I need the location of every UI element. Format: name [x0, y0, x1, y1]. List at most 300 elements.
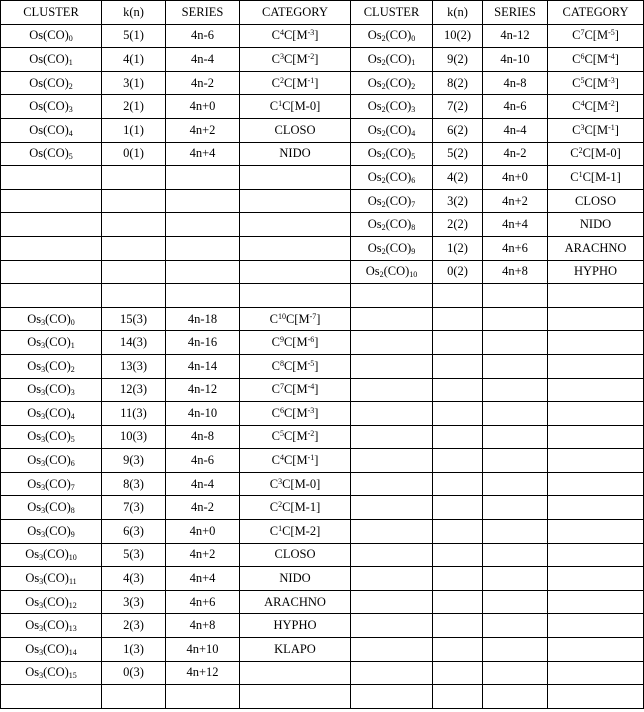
- cell-text: Os: [25, 665, 40, 680]
- subscript: 3: [41, 341, 46, 351]
- cell-cluster-left: [1, 638, 102, 662]
- superscript: 2: [278, 500, 283, 510]
- cell-category-left: [240, 213, 351, 237]
- cell-series-right: 4n+4: [483, 213, 548, 237]
- cell-text: (CO): [45, 382, 71, 397]
- cell-text: C[M: [584, 122, 609, 137]
- cell-cluster-left: [1, 71, 102, 95]
- cell-text: Os: [27, 453, 42, 468]
- subscript: 4: [68, 128, 73, 138]
- cell-cluster-right: [351, 590, 433, 614]
- superscript: -5: [608, 28, 615, 38]
- cell-text: (CO): [45, 523, 71, 538]
- cell-kn-right: [433, 425, 483, 449]
- cell-kn-right: 1(2): [433, 236, 483, 260]
- cell-kn-right: [433, 378, 483, 402]
- superscript: -2: [307, 51, 315, 61]
- cell-text: ]: [614, 122, 619, 137]
- cell-category-right: [548, 543, 644, 567]
- cell-series-left: 4n+12: [166, 661, 240, 685]
- cell-series-right: [483, 590, 548, 614]
- cell-series-right: [483, 614, 548, 638]
- cell-category-left: [240, 48, 351, 72]
- cell-text: ]: [314, 28, 319, 43]
- cell-category-right: [548, 118, 644, 142]
- cell-text: C[M-1]: [282, 500, 321, 515]
- cell-text: Os: [27, 311, 42, 326]
- cell-kn-left: 0(3): [102, 661, 166, 685]
- cell-text: C: [572, 28, 581, 43]
- cell-series-right: [483, 472, 548, 496]
- cell-text: (CO): [385, 122, 412, 137]
- cell-text: C[M: [283, 382, 308, 397]
- cell-series-left: 4n-6: [166, 449, 240, 473]
- cell-text: C[M: [283, 75, 308, 90]
- cell-category-left: [240, 425, 351, 449]
- cell-series-left: [166, 213, 240, 237]
- cell-series-left: 4n-14: [166, 354, 240, 378]
- cell-text: Os: [365, 264, 380, 279]
- table-row: [1, 402, 644, 426]
- cell-text: C[M: [283, 358, 308, 373]
- table-row: [1, 449, 644, 473]
- cell-text: Os: [367, 99, 382, 114]
- cell-series-right: [483, 402, 548, 426]
- cell-category-left: [240, 496, 351, 520]
- cell-text: Os: [367, 75, 382, 90]
- cell-cluster-left: [1, 95, 102, 119]
- superscript: 3: [279, 51, 284, 61]
- cell-kn-right: 5(2): [433, 142, 483, 166]
- header-cluster-left: CLUSTER: [1, 1, 102, 25]
- cell-series-right: 4n-8: [483, 71, 548, 95]
- cell-text: C: [271, 51, 280, 66]
- cell-cluster-left: [1, 284, 102, 308]
- cell-category-left: [240, 24, 351, 48]
- cell-cluster-right: [351, 378, 433, 402]
- cell-series-right: 4n+0: [483, 166, 548, 190]
- cell-text: C[M: [285, 311, 310, 326]
- cell-cluster-right: [351, 425, 433, 449]
- cell-cluster-left: [1, 449, 102, 473]
- cell-text: Os: [27, 335, 42, 350]
- table-row: [1, 48, 644, 72]
- cell-text: Os: [367, 51, 382, 66]
- cell-series-right: [483, 543, 548, 567]
- subscript: 4: [411, 128, 416, 138]
- cell-kn-right: [433, 354, 483, 378]
- cell-text: C: [572, 99, 581, 114]
- cell-series-left: [166, 189, 240, 213]
- cell-cluster-left: [1, 48, 102, 72]
- subscript: 9: [70, 529, 75, 539]
- cell-series-left: 4n+2: [166, 118, 240, 142]
- table-row: [1, 213, 644, 237]
- cell-category-left: [240, 166, 351, 190]
- cell-text: C: [271, 358, 280, 373]
- cell-text: Os: [25, 594, 40, 609]
- cell-text: Os: [367, 240, 382, 255]
- cell-cluster-right: [351, 307, 433, 331]
- cell-text: ]: [314, 358, 319, 373]
- cell-cluster-right: [351, 543, 433, 567]
- subscript: 2: [381, 105, 386, 115]
- cell-series-right: [483, 354, 548, 378]
- cell-category-right: ARACHNO: [548, 236, 644, 260]
- subscript: 6: [411, 175, 416, 185]
- cell-series-left: 4n+2: [166, 543, 240, 567]
- subscript: 2: [411, 81, 416, 91]
- cell-category-right: [548, 95, 644, 119]
- cell-text: Os(CO): [29, 146, 69, 161]
- cell-category-left: [240, 260, 351, 284]
- cell-kn-left: 2(3): [102, 614, 166, 638]
- cell-category-right: [548, 402, 644, 426]
- cell-text: ]: [614, 28, 619, 43]
- cell-text: (CO): [385, 217, 412, 232]
- subscript: 3: [70, 388, 75, 398]
- cell-text: (CO): [385, 99, 412, 114]
- cell-kn-right: [433, 685, 483, 709]
- cell-text: C[M: [283, 28, 308, 43]
- superscript: 7: [279, 382, 284, 392]
- table-row: [1, 24, 644, 48]
- cell-kn-left: 9(3): [102, 449, 166, 473]
- cell-series-left: 4n-2: [166, 496, 240, 520]
- cell-category-left: NIDO: [240, 142, 351, 166]
- subscript: 3: [41, 529, 46, 539]
- cell-category-right: [548, 567, 644, 591]
- cell-cluster-left: [1, 260, 102, 284]
- cell-cluster-right: [351, 449, 433, 473]
- cell-text: ]: [316, 311, 321, 326]
- cell-kn-left: [102, 236, 166, 260]
- cell-text: (CO): [43, 665, 69, 680]
- subscript: 3: [41, 459, 46, 469]
- cell-series-left: 4n+0: [166, 520, 240, 544]
- cell-series-left: 4n+4: [166, 567, 240, 591]
- cell-kn-left: [102, 189, 166, 213]
- cell-series-left: [166, 685, 240, 709]
- cell-kn-left: 15(3): [102, 307, 166, 331]
- superscript: -3: [307, 28, 315, 38]
- table-row: [1, 661, 644, 685]
- cell-text: Os: [25, 641, 40, 656]
- cell-kn-left: 3(3): [102, 590, 166, 614]
- cell-kn-left: [102, 284, 166, 308]
- cell-kn-right: [433, 638, 483, 662]
- cell-text: C: [269, 476, 279, 491]
- subscript: 1: [68, 57, 73, 67]
- cell-category-right: CLOSO: [548, 189, 644, 213]
- cell-text: (CO): [43, 571, 69, 586]
- cell-text: C[M: [584, 28, 609, 43]
- cell-series-left: 4n-10: [166, 402, 240, 426]
- cell-kn-left: 4(1): [102, 48, 166, 72]
- cell-cluster-left: [1, 496, 102, 520]
- cell-category-left: KLAPO: [240, 638, 351, 662]
- cell-kn-right: [433, 543, 483, 567]
- table-header-row: [1, 1, 644, 25]
- cell-text: C[M-1]: [582, 169, 621, 184]
- cell-text: Os(CO): [29, 28, 69, 43]
- cell-text: Os: [367, 146, 382, 161]
- cell-text: ]: [314, 382, 319, 397]
- cell-cluster-left: [1, 354, 102, 378]
- cell-text: Os: [367, 193, 382, 208]
- cell-text: (CO): [45, 358, 71, 373]
- cell-category-right: [548, 307, 644, 331]
- cell-text: C: [269, 500, 279, 515]
- superscript: -5: [307, 358, 315, 368]
- cell-cluster-right: [351, 567, 433, 591]
- cell-text: C[M: [283, 405, 308, 420]
- cell-category-right: [548, 638, 644, 662]
- cell-cluster-right: [351, 95, 433, 119]
- cell-category-right: [548, 354, 644, 378]
- cell-cluster-right: [351, 71, 433, 95]
- table-row: [1, 472, 644, 496]
- cell-text: C: [271, 75, 280, 90]
- cell-kn-right: [433, 331, 483, 355]
- cell-series-right: [483, 284, 548, 308]
- cell-text: (CO): [385, 193, 412, 208]
- cell-text: (CO): [45, 311, 71, 326]
- cell-kn-left: 7(3): [102, 496, 166, 520]
- cell-series-right: [483, 567, 548, 591]
- cell-text: C[M-2]: [282, 523, 321, 538]
- subscript: 2: [381, 128, 386, 138]
- cell-series-left: 4n-2: [166, 71, 240, 95]
- cell-category-left: NIDO: [240, 567, 351, 591]
- table-row: [1, 520, 644, 544]
- cell-text: Os: [25, 571, 40, 586]
- cell-cluster-left: [1, 661, 102, 685]
- cell-kn-left: 13(3): [102, 354, 166, 378]
- superscript: 5: [279, 429, 284, 439]
- table-row: [1, 638, 644, 662]
- subscript: 2: [381, 199, 386, 209]
- cell-text: (CO): [45, 453, 71, 468]
- superscript: 4: [279, 453, 284, 463]
- cell-series-left: 4n-4: [166, 472, 240, 496]
- table-row: [1, 614, 644, 638]
- cell-text: Os: [27, 500, 42, 515]
- subscript: 5: [68, 152, 73, 162]
- cell-text: C: [271, 335, 280, 350]
- superscript: 1: [278, 523, 283, 533]
- superscript: 7: [580, 28, 585, 38]
- cell-text: (CO): [43, 547, 69, 562]
- table-row: [1, 331, 644, 355]
- table-row: [1, 567, 644, 591]
- cell-text: C: [570, 169, 579, 184]
- cell-series-left: 4n+10: [166, 638, 240, 662]
- cell-cluster-left: [1, 24, 102, 48]
- cell-cluster-left: [1, 567, 102, 591]
- cell-category-left: CLOSO: [240, 118, 351, 142]
- cell-text: Os(CO): [29, 51, 69, 66]
- table-row: [1, 142, 644, 166]
- cell-cluster-right: [351, 166, 433, 190]
- table-row: [1, 236, 644, 260]
- cell-cluster-right: [351, 189, 433, 213]
- cell-cluster-right: [351, 331, 433, 355]
- cell-kn-right: [433, 614, 483, 638]
- cell-text: C: [271, 429, 280, 444]
- cell-kn-left: 12(3): [102, 378, 166, 402]
- cell-text: (CO): [385, 75, 412, 90]
- subscript: 3: [41, 435, 46, 445]
- cell-category-right: NIDO: [548, 213, 644, 237]
- cell-text: Os(CO): [29, 99, 69, 114]
- cell-cluster-left: [1, 543, 102, 567]
- cell-kn-right: 6(2): [433, 118, 483, 142]
- cell-kn-right: 3(2): [433, 189, 483, 213]
- table-row: [1, 590, 644, 614]
- subscript: 3: [41, 411, 46, 421]
- cell-cluster-right: [351, 402, 433, 426]
- cell-text: C[M: [283, 51, 308, 66]
- cell-text: C: [269, 523, 279, 538]
- cell-category-left: [240, 71, 351, 95]
- cell-text: (CO): [385, 51, 412, 66]
- cell-kn-right: 0(2): [433, 260, 483, 284]
- cell-cluster-left: [1, 590, 102, 614]
- subscript: 5: [411, 152, 416, 162]
- table-row: [1, 95, 644, 119]
- cell-text: Os: [27, 382, 42, 397]
- subscript: 2: [381, 81, 386, 91]
- cell-text: C: [572, 75, 581, 90]
- cell-series-left: 4n-8: [166, 425, 240, 449]
- cell-cluster-right: [351, 118, 433, 142]
- cell-category-left: [240, 307, 351, 331]
- cell-category-right: [548, 48, 644, 72]
- cell-cluster-left: [1, 307, 102, 331]
- subscript: 3: [41, 482, 46, 492]
- cell-cluster-left: [1, 142, 102, 166]
- cell-category-left: [240, 189, 351, 213]
- cell-cluster-left: [1, 331, 102, 355]
- subscript: 2: [381, 223, 386, 233]
- cell-cluster-left: [1, 236, 102, 260]
- cell-category-left: CLOSO: [240, 543, 351, 567]
- cell-cluster-right: [351, 284, 433, 308]
- cell-series-right: 4n+2: [483, 189, 548, 213]
- cell-text: C: [570, 146, 579, 161]
- table-row: [1, 189, 644, 213]
- subscript: 3: [39, 577, 44, 587]
- cell-text: (CO): [43, 641, 69, 656]
- cell-text: C[M: [283, 429, 308, 444]
- header-category-right: CATEGORY: [548, 1, 644, 25]
- superscript: -6: [307, 335, 315, 345]
- table-row: [1, 307, 644, 331]
- table-body: [1, 24, 644, 708]
- table-row: [1, 496, 644, 520]
- cell-text: Os: [27, 405, 42, 420]
- superscript: 1: [278, 99, 283, 109]
- cell-cluster-left: [1, 614, 102, 638]
- cell-kn-left: 4(3): [102, 567, 166, 591]
- header-kn-right: k(n): [433, 1, 483, 25]
- cell-category-left: [240, 354, 351, 378]
- cell-category-right: [548, 661, 644, 685]
- cell-text: C: [271, 382, 280, 397]
- cell-text: ]: [314, 335, 319, 350]
- cell-kn-right: 7(2): [433, 95, 483, 119]
- cell-text: (CO): [45, 335, 71, 350]
- cell-kn-right: [433, 567, 483, 591]
- cell-text: (CO): [385, 169, 412, 184]
- subscript: 3: [39, 553, 44, 563]
- subscript: 9: [411, 246, 416, 256]
- cell-series-right: [483, 496, 548, 520]
- cell-kn-left: 3(1): [102, 71, 166, 95]
- cell-text: ]: [314, 75, 319, 90]
- cell-kn-right: [433, 472, 483, 496]
- cell-kn-right: [433, 520, 483, 544]
- cell-text: (CO): [383, 264, 410, 279]
- cell-series-right: [483, 661, 548, 685]
- cell-category-left: [240, 449, 351, 473]
- superscript: 5: [580, 75, 585, 85]
- superscript: 2: [279, 75, 284, 85]
- cell-category-right: [548, 520, 644, 544]
- subscript: 2: [68, 81, 73, 91]
- cell-kn-left: [102, 166, 166, 190]
- cell-kn-left: 1(3): [102, 638, 166, 662]
- subscript: 2: [381, 34, 386, 44]
- subscript: 0: [411, 34, 416, 44]
- subscript: 2: [70, 364, 75, 374]
- cell-series-left: [166, 260, 240, 284]
- cell-category-left: [240, 661, 351, 685]
- superscript: -4: [307, 382, 315, 392]
- cell-series-left: 4n-6: [166, 24, 240, 48]
- cell-text: ]: [314, 429, 319, 444]
- cell-category-left: [240, 284, 351, 308]
- cell-text: ]: [614, 75, 619, 90]
- superscript: 8: [279, 358, 284, 368]
- cell-category-right: [548, 24, 644, 48]
- table-row: [1, 284, 644, 308]
- subscript: 3: [41, 388, 46, 398]
- subscript: 3: [68, 105, 73, 115]
- subscript: 3: [41, 364, 46, 374]
- subscript: 10: [409, 270, 418, 280]
- cell-text: (CO): [385, 28, 412, 43]
- subscript: 4: [70, 411, 75, 421]
- subscript: 2: [381, 152, 386, 162]
- subscript: 12: [68, 600, 77, 610]
- cell-cluster-left: [1, 118, 102, 142]
- subscript: 3: [39, 647, 44, 657]
- cell-series-left: 4n-18: [166, 307, 240, 331]
- subscript: 2: [381, 175, 386, 185]
- header-series-left: SERIES: [166, 1, 240, 25]
- superscript: -2: [307, 429, 315, 439]
- superscript: 4: [580, 99, 585, 109]
- cell-text: C: [271, 28, 280, 43]
- cell-series-left: 4n+8: [166, 614, 240, 638]
- cell-cluster-right: [351, 354, 433, 378]
- cell-category-left: [240, 520, 351, 544]
- cell-text: C: [572, 122, 581, 137]
- cell-series-right: [483, 331, 548, 355]
- superscript: -4: [608, 51, 615, 61]
